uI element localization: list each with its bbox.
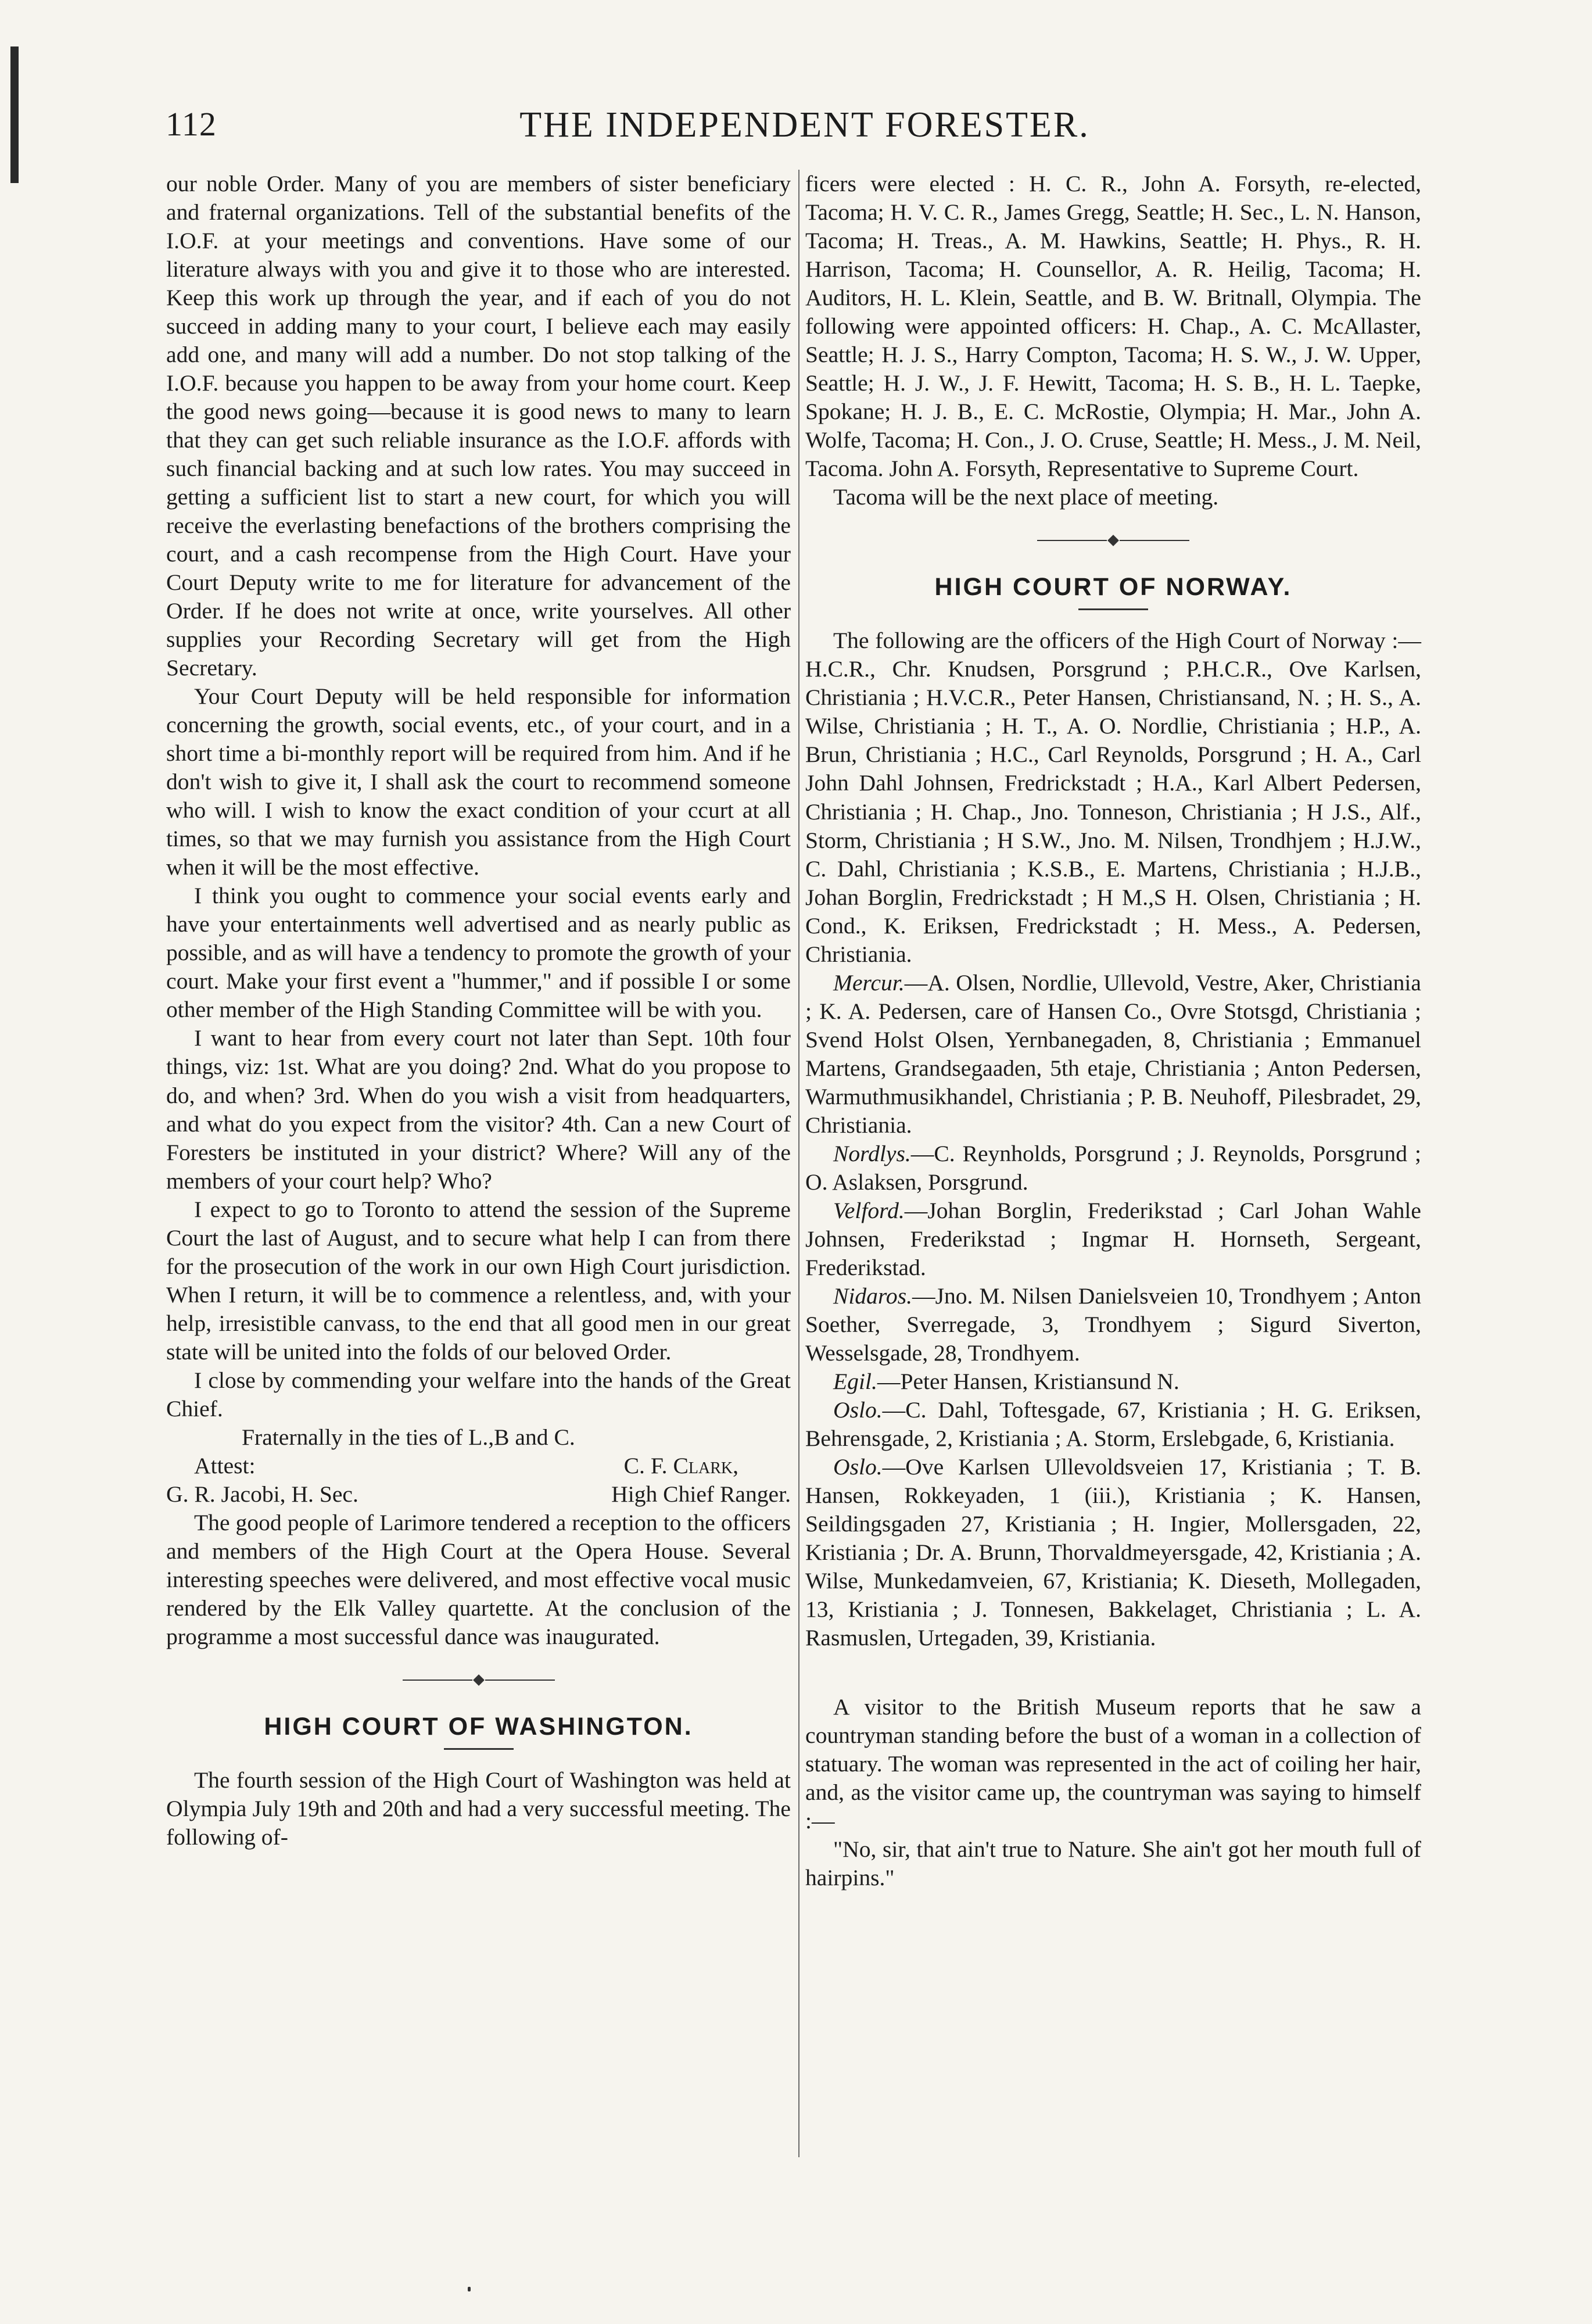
attest-label: Attest: <box>194 1452 256 1478</box>
paragraph: I want to hear from every court not later than Sept. 10th four things, viz: 1st. What are you doing? 2nd. What do you propose to do, and when? 3rd. When do you wish a visit from headquarters, and what do you expect from the visitor? 4th. Can a new Court of Foresters be instituted in your district? Where? Will any of the members of your court help? Who? <box>166 1025 791 1194</box>
court-name: Egil. <box>833 1368 877 1394</box>
paragraph: A visitor to the British Museum reports that he saw a countryman standing before the bust of a woman in a collection of statuary. The woman was represented in the act of coiling her hair, and, as the visitor came up, the countryman was saying to himself :— <box>805 1693 1421 1834</box>
column-rule <box>798 170 799 2157</box>
heading-rule <box>1078 608 1148 610</box>
court-members: —Peter Hansen, Kristiansund N. <box>877 1368 1179 1394</box>
binding-edge-mark <box>10 46 19 183</box>
attest-line <box>166 1452 791 1480</box>
court-entry <box>805 1453 1421 1652</box>
paragraph: The good people of Larimore tendered a reception to the officers and members of the High Court at the Opera House. Several interesting speeches were delivered, and most effective vocal music rendered by the Elk Valley quartette. At the conclusion of the programme a most successful dance was inaugurated. <box>166 1509 791 1649</box>
signature-title: High Chief Ranger. <box>611 1481 791 1507</box>
secretary-signature: G. R. Jacobi, H. Sec. <box>166 1481 358 1507</box>
court-entry <box>805 1140 1421 1197</box>
page-header <box>166 105 1444 157</box>
paragraph: Tacoma will be the next place of meeting. <box>833 484 1219 510</box>
court-members: —C. Dahl, Toftesgade, 67, Kristiania ; H. G. Eriksen, Behrensgade, 2, Kristiania ; A. Storm, Erslebgade, 6, Kristiania. <box>805 1396 1421 1451</box>
court-name: Oslo. <box>833 1453 883 1480</box>
left-column <box>166 170 791 1852</box>
court-name: Nidaros. <box>833 1283 912 1309</box>
page-number: 112 <box>166 105 217 143</box>
court-entry <box>805 1282 1421 1367</box>
paragraph: "No, sir, that ain't true to Nature. She ain't got her mouth full of hairpins." <box>805 1836 1421 1891</box>
court-entry <box>805 969 1421 1140</box>
section-divider <box>805 529 1421 552</box>
paragraph: I think you ought to commence your social events early and have your entertainments well advertised and as nearly public as possible, and as will have a tendency to promote the growth of your court. Make your first event a "hummer," and if possible I or some other member of the High Standing Committee will be with you. <box>166 883 791 1023</box>
court-members: —Johan Borglin, Frederikstad ; Carl Johan Wahle Johnsen, Frederikstad ; Ingmar H. Hornseth, Sergeant, Frederikstad. <box>805 1197 1421 1280</box>
court-entry <box>805 1367 1421 1396</box>
section-divider <box>166 1668 791 1692</box>
signature-name: C. F. Clark, <box>623 1452 738 1478</box>
spacer <box>805 1652 1421 1693</box>
closing-salutation: Fraternally in the ties of L.,B and C. <box>242 1424 575 1450</box>
running-title: THE INDEPENDENT FORESTER. <box>519 105 1090 145</box>
paragraph: I close by commending your welfare into the hands of the Great Chief. <box>166 1367 791 1421</box>
right-column <box>805 170 1421 1892</box>
court-entry <box>805 1396 1421 1453</box>
heading-rule <box>444 1748 514 1750</box>
paragraph: The fourth session of the High Court of Washington was held at Olympia July 19th and 20th and had a very successful meeting. The following of- <box>166 1767 791 1850</box>
court-members: —Ove Karlsen Ullevoldsveien 17, Kristiania ; T. B. Hansen, Rokkeyaden, 1 (iii.), Kristiania ; K. Hansen, Seildingsgaden 27, Kristiania ; H. Ingier, Mollersgaden, 22, Kristiania ; Dr. A. Brunn, Thorvaldmeyersgade, 42, Kristiania ; A. Wilse, Munkedamveien, 67, Kristiania; K. Dieseth, Mollegaden, 13, Kristiania ; J. Tonnesen, Bakkelaget, Christiania ; L. A. Rasmuslen, Urtegaden, 39, Kristiania. <box>805 1453 1421 1650</box>
section-heading: HIGH COURT OF NORWAY. <box>934 573 1292 601</box>
court-name: Nordlys. <box>833 1140 911 1166</box>
paragraph: Your Court Deputy will be held responsible for information concerning the growth, social events, etc., of your court, and in a short time a bi-monthly report will be required from him. And if he don't wish to give it, I shall ask the court to recommend someone who will. I wish to know the exact condition of your ccurt at all times, so that we may furnish you assistance from the High Court when it will be the most effective. <box>166 683 791 880</box>
court-name: Mercur. <box>833 969 905 996</box>
section-heading: HIGH COURT OF WASHINGTON. <box>264 1712 693 1741</box>
paragraph: The following are the officers of the High Court of Norway :—H.C.R., Chr. Knudsen, Porsgrund ; P.H.C.R., Ove Karlsen, Christiania ; H.V.C.R., Peter Hansen, Christiansand, N. ; H. S., A. Wilse, Christiania ; H. T., A. O. Nordlie, Christiania ; H.P., A. Brun, Christiania ; H.C., Carl Reynolds, Porsgrund ; H. A., Carl John Dahl Johnsen, Fredrickstadt ; H.A., Karl Albert Pedersen, Christiania ; H. Chap., Jno. Tonneson, Christiania ; H J.S., Alf., Storm, Christiania ; H S.W., Jno. M. Nilsen, Trondhjem ; H.J.W., C. Dahl, Christiania ; K.S.B., E. Martens, Christiania ; H.J.B., Johan Borglin, Fredrickstadt ; H M.,S H. Olsen, Christiania ; H. Cond., K. Eriksen, Fredrickstadt ; H. Mess., A. Pedersen, Christiania. <box>805 628 1421 967</box>
court-name: Oslo. <box>833 1396 883 1423</box>
court-members: —A. Olsen, Nordlie, Ullevold, Vestre, Aker, Christiania ; K. A. Pedersen, care of Hansen Co., Ovre Stotsgd, Christiania ; Svend Holst Olsen, Yernbanegaden, 8, Christiania ; Emmanuel Martens, Grandsegaaden, 5th etaje, Christiania ; Anton Pedersen, Warmuthmusikhandel, Christiania ; P. B. Neuhoff, Pilesbradet, 29, Christiania. <box>805 969 1421 1138</box>
paragraph: ficers were elected : H. C. R., John A. Forsyth, re-elected, Tacoma; H. V. C. R., James Gregg, Seattle; H. Sec., L. N. Hanson, Tacoma; H. Treas., A. M. Hawkins, Seattle; H. Phys., R. H. Harrison, Tacoma; H. Counsellor, A. R. Heilig, Tacoma; H. Auditors, H. L. Klein, Seattle, and B. W. Britnall, Olympia. The following were appointed officers: H. Chap., A. C. McAllaster, Seattle; H. J. S., Harry Compton, Tacoma; H. S. W., J. W. Upper, Seattle; H. J. W., J. F. Hewitt, Tacoma; H. S. B., H. L. Taepke, Spokane; H. J. B., E. C. McRostie, Olympia; H. Mar., John A. Wolfe, Tacoma; H. Con., J. O. Cruse, Seattle; H. Mess., J. M. Neil, Tacoma. John A. Forsyth, Representative to Supreme Court. <box>805 171 1421 482</box>
signature-line <box>166 1480 791 1509</box>
ink-speck <box>468 2287 471 2291</box>
paragraph: I expect to go to Toronto to attend the session of the Supreme Court the last of August, and to secure what help I can from there for the prosecution of the work in our own High Court jurisdiction. When I return, it will be to commence a relentless, and, with your help, irresistible canvass, to the end that all good men in our great state will be united into the folds of our beloved Order. <box>166 1196 791 1365</box>
court-name: Velford. <box>833 1197 905 1223</box>
paragraph: our noble Order. Many of you are members of sister beneficiary and fraternal organizations. Tell of the substantial benefits of the I.O.F. at your meetings and conventions. Have some of our literature always with you and give it to those who are interested. Keep this work up through the year, and if each of you do not succeed in adding many to your court, I believe each may easily add one, and many will add a number. Do not stop talking of the I.O.F. because you happen to be away from your home court. Keep the good news going—because it is good news to many to learn that they can get such reliable insurance as the I.O.F. affords with such financial backing and at such low rates. You may succeed in getting a sufficient list to start a new court, for which you will receive the everlasting benefactions of the brothers comprising the court, and a cash recompense from the High Court. Have your Court Deputy write to me for literature for advancement of the Order. If he does not write at once, write yourselves. All other supplies your Recording Secretary will get from the High Secretary. <box>166 171 791 681</box>
court-members: —C. Reynholds, Porsgrund ; J. Reynolds, Porsgrund ; O. Aslaksen, Porsgrund. <box>805 1140 1421 1195</box>
court-entry <box>805 1197 1421 1282</box>
court-members: —Jno. M. Nilsen Danielsveien 10, Trondhyem ; Anton Soether, Sverregade, 3, Trondhyem ; Sigurd Siverton, Wesselsgade, 28, Trondhyem. <box>805 1283 1421 1366</box>
